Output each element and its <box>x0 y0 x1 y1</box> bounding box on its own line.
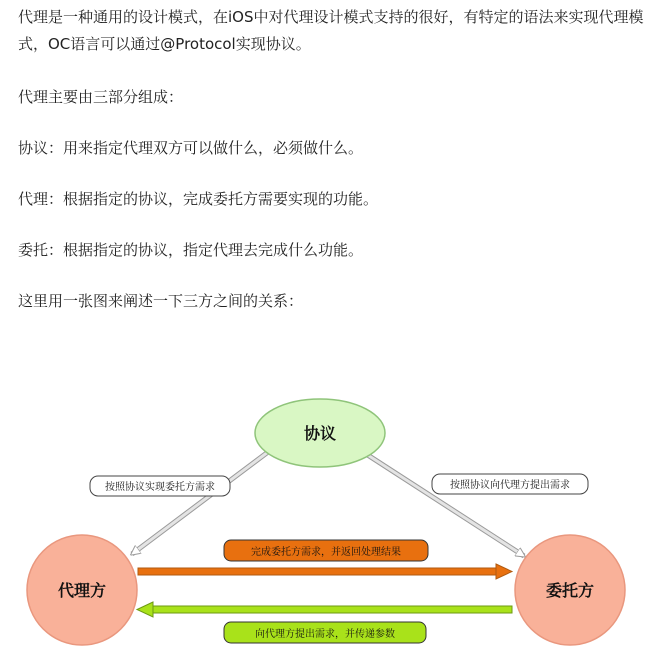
delegator-requests-label: 按照协议向代理方提出需求 <box>450 480 570 491</box>
protocol-node-label: 协议 <box>303 424 337 443</box>
delegator-node-label: 委托方 <box>545 581 595 600</box>
protocol-node <box>255 399 385 467</box>
proxy-node-label: 代理方 <box>57 581 107 600</box>
complete-return-tag <box>224 540 428 561</box>
paragraph-components: 代理主要由三部分组成： <box>18 88 184 106</box>
paragraph-protocol: 协议：用来指定代理双方可以做什么，必须做什么。 <box>18 139 364 157</box>
proxy-node <box>27 535 137 645</box>
complete-return-arrow <box>138 564 512 579</box>
paragraph-delegator: 委托：根据指定的协议，指定代理去完成什么功能。 <box>18 241 364 259</box>
delegate-relationship-diagram <box>0 380 670 661</box>
complete-return-label: 完成委托方需求，并返回处理结果 <box>251 547 401 558</box>
proxy-implements-label: 按照协议实现委托方需求 <box>105 482 215 493</box>
paragraph-proxy: 代理：根据指定的协议，完成委托方需要实现的功能。 <box>18 190 379 208</box>
paragraph-diagram-intro: 这里用一张图来阐述一下三方之间的关系： <box>18 292 304 310</box>
delegator-requests-tag <box>432 474 588 494</box>
request-params-arrow <box>137 602 512 617</box>
paragraph-intro: 代理是一种通用的设计模式，在iOS中对代理设计模式支持的很好，有特定的语法来实现代理模式，OC语言可以通过@Protocol实现协议。 <box>18 8 644 53</box>
request-params-label: 向代理方提出需求，并传递参数 <box>255 629 395 640</box>
request-params-tag <box>224 622 426 643</box>
protocol-to-proxy-arrow <box>132 452 268 554</box>
delegator-node <box>515 535 625 645</box>
proxy-implements-tag <box>90 476 230 496</box>
diagram-canvas <box>0 380 670 661</box>
